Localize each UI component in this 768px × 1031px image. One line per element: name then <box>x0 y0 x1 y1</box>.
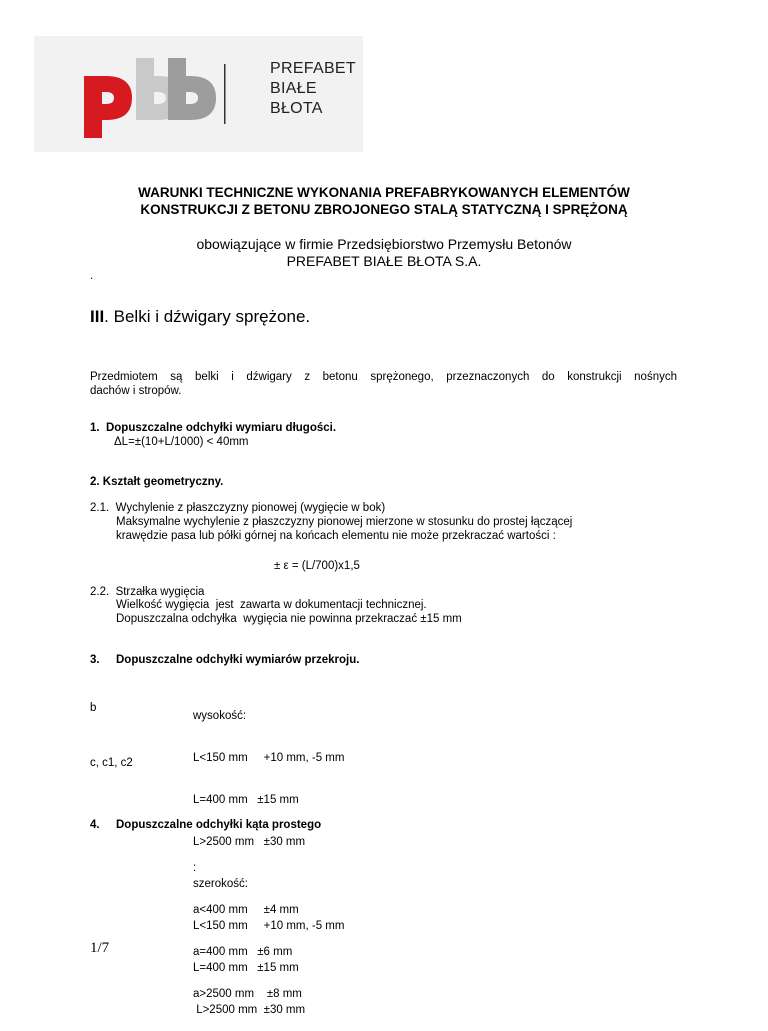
page-number: 1/7 <box>90 940 110 956</box>
s4-number: 4. <box>90 819 100 831</box>
s22-line1: Wielkość wygięcia jest zawarta w dokumentacji technicznej. <box>116 599 427 611</box>
s4-line: a=400 mm ±6 mm <box>193 946 293 958</box>
pbb-logo-mark-icon <box>34 36 234 152</box>
s1-heading: 1. Dopuszczalne odchyłki wymiaru długości. <box>90 422 337 434</box>
company-logo <box>34 36 363 152</box>
s21-line2: krawędzie pasa lub półki górnej na końcach elementu nie może przekraczać wartości : <box>116 530 556 542</box>
s3-number: 3. <box>90 654 100 666</box>
intro-line1: Przedmiotem są belki i dźwigary z betonu sprężonego, przeznaczonych do konstrukcji nośnych <box>90 371 677 383</box>
subtitle-line1: obowiązujące w firmie Przedsiębiorstwo Przemysłu Betonów <box>196 236 572 252</box>
s3-line: L<150 mm +10 mm, -5 mm <box>193 752 345 764</box>
s3-line: L=400 mm ±15 mm <box>193 794 299 806</box>
s4-line: a<400 mm ±4 mm <box>193 904 299 916</box>
s21-heading: 2.1. Wychylenie z płaszczyzny pionowej (wygięcie w bok) <box>90 502 386 514</box>
s4-tolerance-list <box>193 833 302 1015</box>
section-title: . Belki i dźwigary sprężone. <box>104 307 311 326</box>
section-heading <box>90 307 310 327</box>
s3-label-b: b <box>90 702 97 714</box>
intro-line2: dachów i stropów. <box>90 385 182 397</box>
document-title-line2: KONSTRUKCJI Z BETONU ZBROJONEGO STALĄ STATYCZNĄ I SPRĘŻONĄ <box>140 202 628 217</box>
s3-line: szerokość: <box>193 878 248 890</box>
stray-dot: . <box>90 270 94 282</box>
s4-line: : <box>193 862 197 874</box>
s1-formula: ΔL=±(10+L/1000) < 40mm <box>114 436 249 448</box>
document-title-line1: WARUNKI TECHNICZNE WYKONANIA PREFABRYKOWANYCH ELEMENTÓW <box>138 185 630 200</box>
s3-line: wysokość: <box>193 710 247 722</box>
s3-heading: Dopuszczalne odchyłki wymiarów przekroju. <box>116 654 360 666</box>
s3-line: L<150 mm +10 mm, -5 mm <box>193 920 345 932</box>
s21-formula: ± ε = (L/700)x1,5 <box>274 560 360 572</box>
subtitle-line2: PREFABET BIAŁE BŁOTA S.A. <box>286 253 482 269</box>
logo-text-line3: BŁOTA <box>270 100 323 117</box>
s22-line2: Dopuszczalna odchyłka wygięcia nie powinna przekraczać ±15 mm <box>116 613 462 625</box>
s3-line: L>2500 mm ±30 mm <box>193 1004 306 1016</box>
s3-line: L>2500 mm ±30 mm <box>193 836 306 848</box>
logo-text-line2: BIAŁE <box>270 80 317 97</box>
s2-heading: 2. Kształt geometryczny. <box>90 476 224 488</box>
s3-label-c: c, c1, c2 <box>90 757 133 769</box>
logo-text-line1: PREFABET <box>270 60 356 77</box>
s4-heading: Dopuszczalne odchyłki kąta prostego <box>116 819 322 831</box>
section-roman: III <box>90 307 105 326</box>
s22-heading: 2.2. Strzałka wygięcia <box>90 586 205 598</box>
s3-line: L=400 mm ±15 mm <box>193 962 299 974</box>
s4-line: a>2500 mm ±8 mm <box>193 988 302 1000</box>
s21-line1: Maksymalne wychylenie z płaszczyzny pionowej mierzone w stosunku do prostej łączącej <box>116 516 573 528</box>
